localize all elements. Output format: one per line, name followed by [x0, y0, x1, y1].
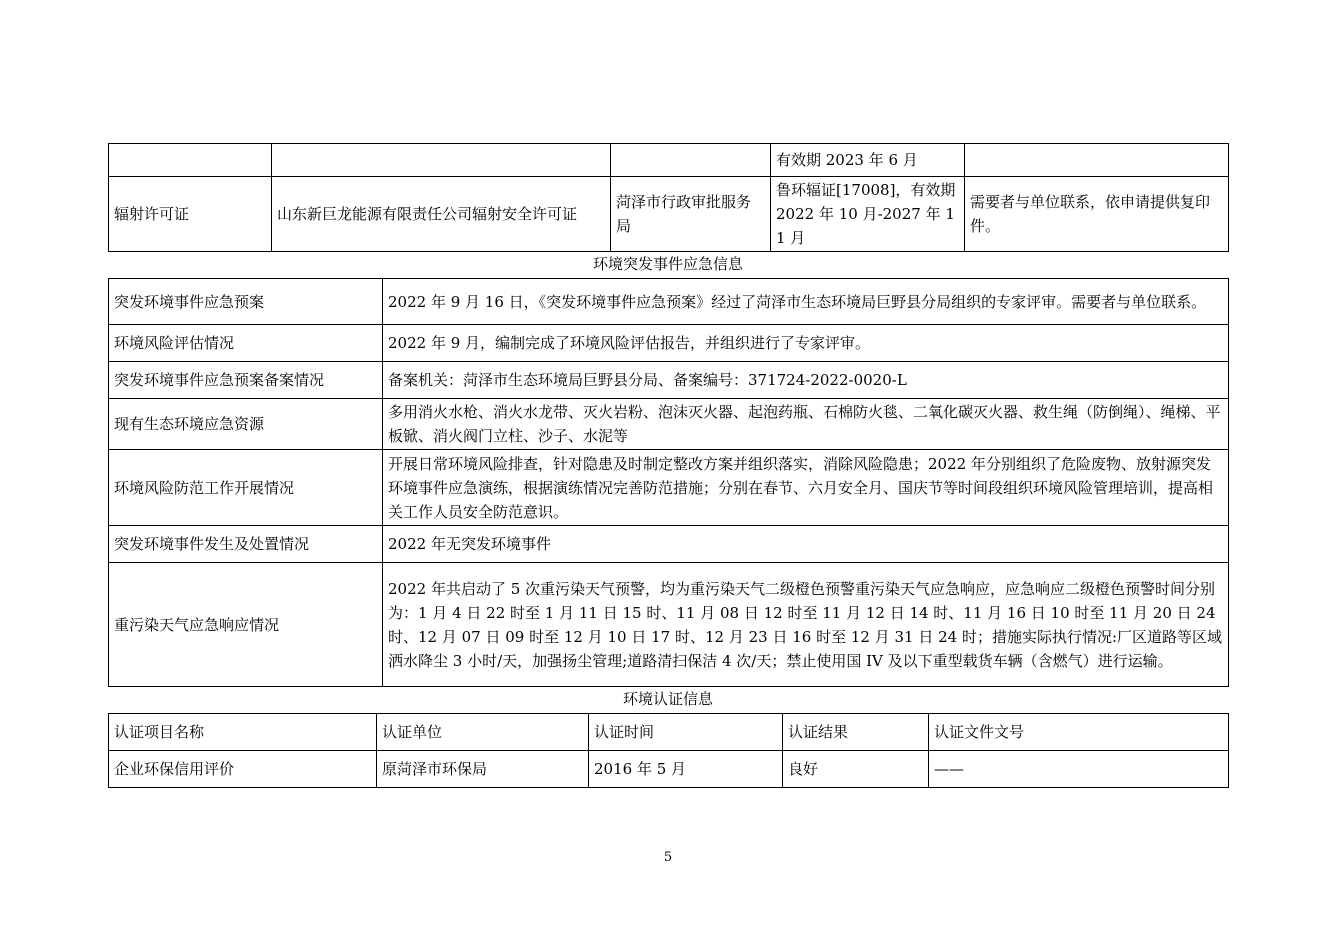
table-cell: 鲁环辐证[17008]，有效期 2022 年 10 月-2027 年 11 月: [771, 177, 965, 252]
table-row: [109, 325, 1229, 362]
table-cell: 重污染天气应急响应情况: [109, 563, 383, 687]
table-row: [109, 399, 1229, 450]
table-cell: 2016 年 5 月: [589, 751, 783, 788]
page-number: 5: [663, 850, 673, 865]
table-cell: 2022 年 9 月 16 日，《突发环境事件应急预案》经过了菏泽市生态环境局巨野县分局组织的专家评审。需要者与单位联系。: [383, 279, 1229, 325]
table-header-row: [109, 714, 1229, 751]
emergency-table: [108, 278, 1229, 687]
table-cell: 现有生态环境应急资源: [109, 399, 383, 450]
document-page: [108, 143, 1228, 788]
table-cell: 开展日常环境风险排查，针对隐患及时制定整改方案并组织落实，消除风险隐患；2022 年分别组织了危险废物、放射源突发环境事件应急演练，根据演练情况完善防范措施；分别在春节、六月安全月、国庆节等时间段组织环境风险管理培训，提高相关工作人员安全防范意识。: [383, 450, 1229, 526]
table-cell: 多用消火水枪、消火水龙带、灭火岩粉、泡沫灭火器、起泡药瓶、石棉防火毯、二氧化碳灭火器、救生绳（防倒绳）、绳梯、平板锨、消火阀门立柱、沙子、水泥等: [383, 399, 1229, 450]
table-cell: 需要者与单位联系，依申请提供复印件。: [965, 177, 1229, 252]
table-row: [109, 144, 1229, 177]
table-cell: [611, 144, 771, 177]
table-cell: 山东新巨龙能源有限责任公司辐射安全许可证: [272, 177, 611, 252]
cert-section-title: 环境认证信息: [622, 690, 713, 708]
table-header-cell: 认证结果: [783, 714, 929, 751]
table-cell: [109, 144, 272, 177]
table-cell: 企业环保信用评价: [109, 751, 377, 788]
table-cell: 突发环境事件应急预案备案情况: [109, 362, 383, 399]
table-cell: [965, 144, 1229, 177]
table-cell: 菏泽市行政审批服务局: [611, 177, 771, 252]
table-row: [109, 751, 1229, 788]
table-cell: 2022 年共启动了 5 次重污染天气预警，均为重污染天气二级橙色预警重污染天气应急响应，应急响应二级橙色预警时间分别为：1 月 4 日 22 时至 1 月 11 日 15 时、11 月 08 日 12 时至 11 月 12 日 14 时、11 月 16 日 10 时至 11 月 20 日 24 时、12 月 07 日 09 时至 12 月 10 日 17 时、12 月 23 日 16 时至 12 月 31 日 24 时；措施实际执行情况:厂区道路等区域洒水降尘 3 小时/天，加强扬尘管理;道路清扫保洁 4 次/天；禁止使用国 IV 及以下重型载货车辆（含燃气）进行运输。: [383, 563, 1229, 687]
emergency-section-title: 环境突发事件应急信息: [592, 255, 743, 273]
cert-table: [108, 713, 1229, 788]
license-table: [108, 143, 1229, 252]
table-row: [109, 450, 1229, 526]
table-cell: 环境风险防范工作开展情况: [109, 450, 383, 526]
table-header-cell: 认证项目名称: [109, 714, 377, 751]
table-cell: 备案机关：菏泽市生态环境局巨野县分局、备案编号：371724-2022-0020-L: [383, 362, 1229, 399]
table-header-cell: 认证时间: [589, 714, 783, 751]
table-row: [109, 279, 1229, 325]
table-cell: 2022 年 9 月，编制完成了环境风险评估报告，并组织进行了专家评审。: [383, 325, 1229, 362]
table-cell: ——: [929, 751, 1229, 788]
table-cell: 突发环境事件发生及处置情况: [109, 526, 383, 563]
table-cell: 突发环境事件应急预案: [109, 279, 383, 325]
table-cell: 原菏泽市环保局: [377, 751, 589, 788]
table-cell: 2022 年无突发环境事件: [383, 526, 1229, 563]
table-cell: 环境风险评估情况: [109, 325, 383, 362]
table-row: [109, 362, 1229, 399]
table-cell: 有效期 2023 年 6 月: [771, 144, 965, 177]
table-header-cell: 认证单位: [377, 714, 589, 751]
table-cell: [272, 144, 611, 177]
table-row: [109, 563, 1229, 687]
table-header-cell: 认证文件文号: [929, 714, 1229, 751]
table-cell: 良好: [783, 751, 929, 788]
table-row: [109, 526, 1229, 563]
table-cell: 辐射许可证: [109, 177, 272, 252]
table-row: [109, 177, 1229, 252]
